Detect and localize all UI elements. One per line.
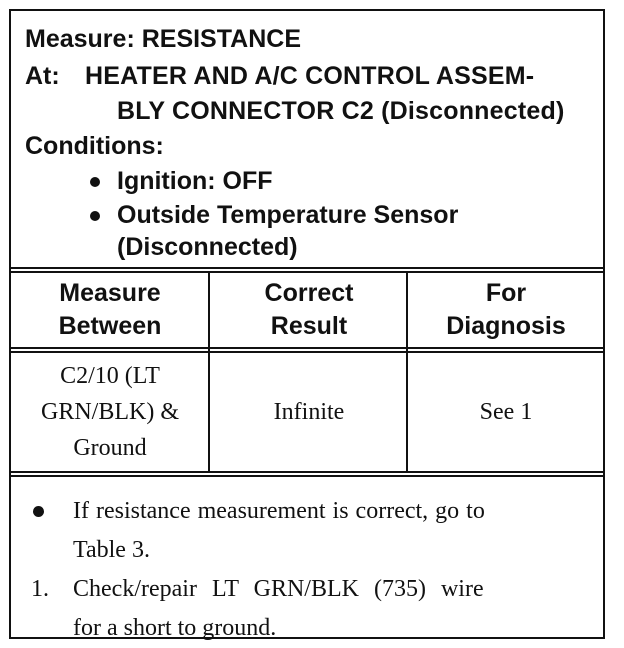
condition-2-line-1: Outside Temperature Sensor xyxy=(117,201,459,229)
test-card xyxy=(9,9,605,639)
conditions-label: Conditions: xyxy=(25,132,164,160)
column-header-measure-between: Measure Between xyxy=(58,279,162,340)
cell-measure-between: C2/10 (LT GRN/BLK) & Ground xyxy=(41,363,179,461)
column-divider xyxy=(208,273,210,471)
at-label: At: xyxy=(25,62,60,90)
bullet-icon xyxy=(90,177,100,187)
column-divider xyxy=(406,273,408,471)
column-header-correct-result: Correct Result xyxy=(264,279,354,340)
note-number: 1. xyxy=(31,576,49,602)
measure-line: Measure: RESISTANCE xyxy=(25,25,301,53)
at-line-1: HEATER AND A/C CONTROL ASSEM- xyxy=(85,62,535,90)
cell-for-diagnosis: See 1 xyxy=(479,399,533,425)
bullet-icon xyxy=(90,211,100,221)
bullet-icon xyxy=(33,506,44,517)
table-footer-separator xyxy=(11,471,603,477)
test-header xyxy=(11,11,603,269)
notes-section xyxy=(11,484,603,639)
column-header-for-diagnosis: For Diagnosis xyxy=(446,279,566,340)
cell-correct-result: Infinite xyxy=(273,399,345,425)
at-line-2: BLY CONNECTOR C2 (Disconnected) xyxy=(117,97,565,125)
note-2: Check/repair LT GRN/BLK (735) wire for a short to ground. xyxy=(73,576,484,641)
condition-2-line-2: (Disconnected) xyxy=(117,233,298,261)
condition-1: Ignition: OFF xyxy=(117,167,273,195)
note-1: If resistance measurement is correct, go to Table 3. xyxy=(73,498,485,563)
